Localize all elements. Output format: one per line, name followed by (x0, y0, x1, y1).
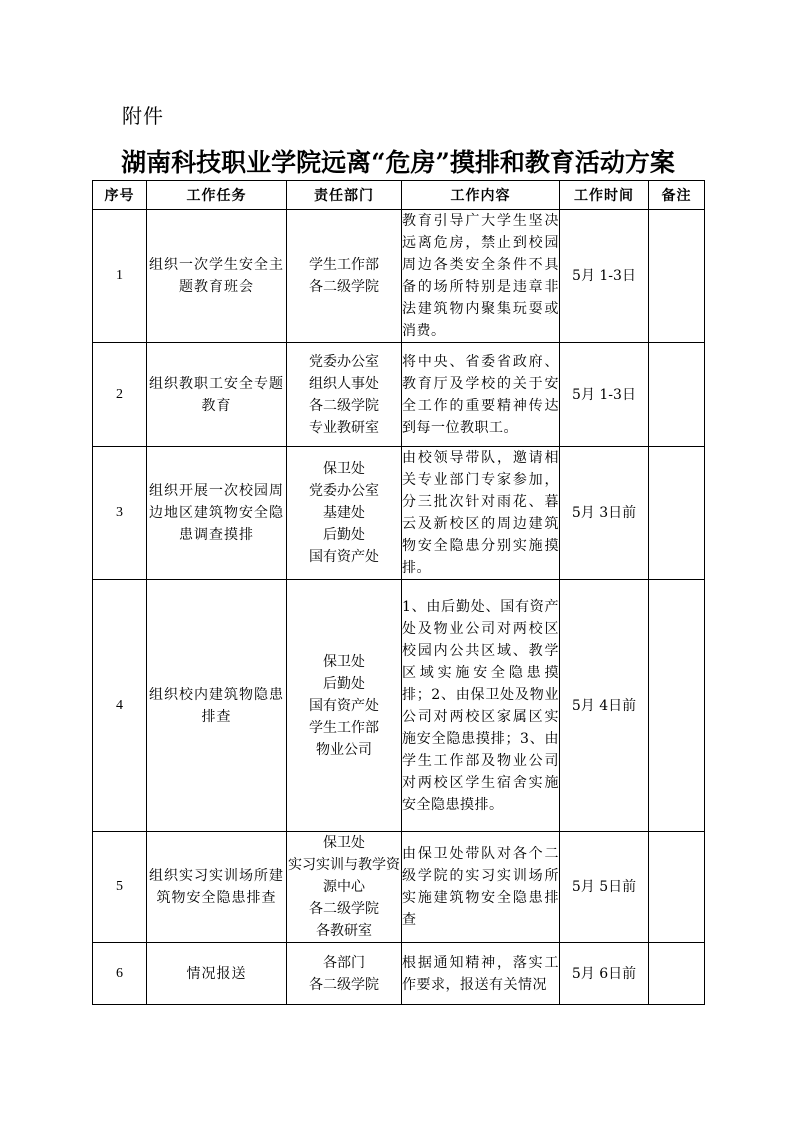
row-note (649, 447, 705, 580)
dept-line: 保卫处 (323, 653, 365, 670)
row-task: 组织开展一次校园周边地区建筑物安全隐患调查摸排 (147, 447, 287, 580)
header-task: 工作任务 (147, 181, 287, 210)
row-dept (287, 447, 402, 580)
row-seq: 1 (93, 210, 147, 343)
dept-line: 党委办公室 (309, 483, 379, 499)
row-time: 5月 1-3日 (560, 343, 649, 447)
attachment-label: 附件 (122, 104, 164, 128)
row-task: 组织校内建筑物隐患排查 (147, 580, 287, 832)
row-seq: 3 (93, 447, 147, 580)
row-seq: 5 (93, 832, 147, 943)
row-seq: 2 (93, 343, 147, 447)
dept-line: 保卫处 (323, 835, 365, 851)
dept-line: 各二级学院 (309, 279, 379, 295)
table-row (93, 447, 705, 580)
row-note (649, 343, 705, 447)
dept-line: 物业公司 (316, 741, 372, 758)
dept-line: 各二级学院 (309, 901, 379, 917)
document-title: 湖南科技职业学院远离“危房”摸排和教育活动方案 (121, 148, 675, 177)
dept-line: 后勤处 (323, 527, 365, 543)
row-time: 5月 4日前 (560, 580, 649, 832)
dept-line: 组织人事处 (309, 375, 379, 392)
row-seq: 6 (93, 943, 147, 1005)
dept-line: 各二级学院 (309, 397, 379, 414)
row-content: 由保卫处带队对各个二级学院的实习实训场所实施建筑物安全隐患排查 (402, 832, 560, 943)
row-task: 组织一次学生安全主题教育班会 (147, 210, 287, 343)
row-task: 组织实习实训场所建筑物安全隐患排查 (147, 832, 287, 943)
row-content: 由校领导带队，邀请相关专业部门专家参加，分三批次针对雨花、暮云及新校区的周边建筑物安全隐患分别实施摸排。 (402, 447, 560, 580)
dept-line: 基建处 (323, 505, 365, 521)
row-content: 教育引导广大学生坚决远离危房，禁止到校园周边各类安全条件不具备的场所特别是违章非法建筑物内聚集玩耍或消费。 (402, 210, 560, 343)
row-note (649, 210, 705, 343)
table-header-row (93, 181, 705, 210)
header-note: 备注 (649, 181, 705, 210)
row-dept (287, 943, 402, 1005)
dept-line: 专业教研室 (309, 419, 379, 436)
row-time: 5月 1-3日 (560, 210, 649, 343)
dept-line: 后勤处 (323, 675, 365, 692)
dept-line: 学生工作部 (309, 257, 379, 273)
dept-line: 国有资产处 (309, 697, 379, 714)
dept-line: 党委办公室 (309, 353, 379, 370)
dept-line: 各二级学院 (309, 976, 379, 993)
dept-line: 各部门 (323, 954, 365, 971)
header-time: 工作时间 (560, 181, 649, 210)
row-content: 1、由后勤处、国有资产处及物业公司对两校区校园内公共区域、教学区域实施安全隐患摸排；2、由保卫处及物业公司对两校区家属区实施安全隐患摸排；3、由学生工作部及物业公司对两校区学生宿舍实施安全隐患摸排。 (402, 580, 560, 832)
header-content: 工作内容 (402, 181, 560, 210)
header-dept: 责任部门 (287, 181, 402, 210)
row-content: 根据通知精神，落实工作要求，报送有关情况 (402, 943, 560, 1005)
row-time: 5月 6日前 (560, 943, 649, 1005)
row-dept (287, 343, 402, 447)
row-dept (287, 210, 402, 343)
row-dept (287, 580, 402, 832)
row-seq: 4 (93, 580, 147, 832)
row-time: 5月 3日前 (560, 447, 649, 580)
table-row (93, 210, 705, 343)
row-note (649, 943, 705, 1005)
row-note (649, 580, 705, 832)
table-row (93, 943, 705, 1005)
dept-line: 实习实训与教学资源中心 (288, 857, 400, 895)
dept-line: 各教研室 (316, 923, 372, 939)
header-seq: 序号 (93, 181, 147, 210)
row-time: 5月 5日前 (560, 832, 649, 943)
dept-line: 国有资产处 (309, 549, 379, 565)
dept-line: 学生工作部 (309, 719, 379, 736)
row-task: 组织教职工安全专题教育 (147, 343, 287, 447)
row-content: 将中央、省委省政府、教育厅及学校的关于安全工作的重要精神传达到每一位教职工。 (402, 343, 560, 447)
dept-line: 保卫处 (323, 461, 365, 477)
table-row (93, 580, 705, 832)
table-row (93, 832, 705, 943)
table-row (93, 343, 705, 447)
row-task: 情况报送 (147, 943, 287, 1005)
row-dept (287, 832, 402, 943)
row-note (649, 832, 705, 943)
plan-table (92, 180, 705, 1005)
